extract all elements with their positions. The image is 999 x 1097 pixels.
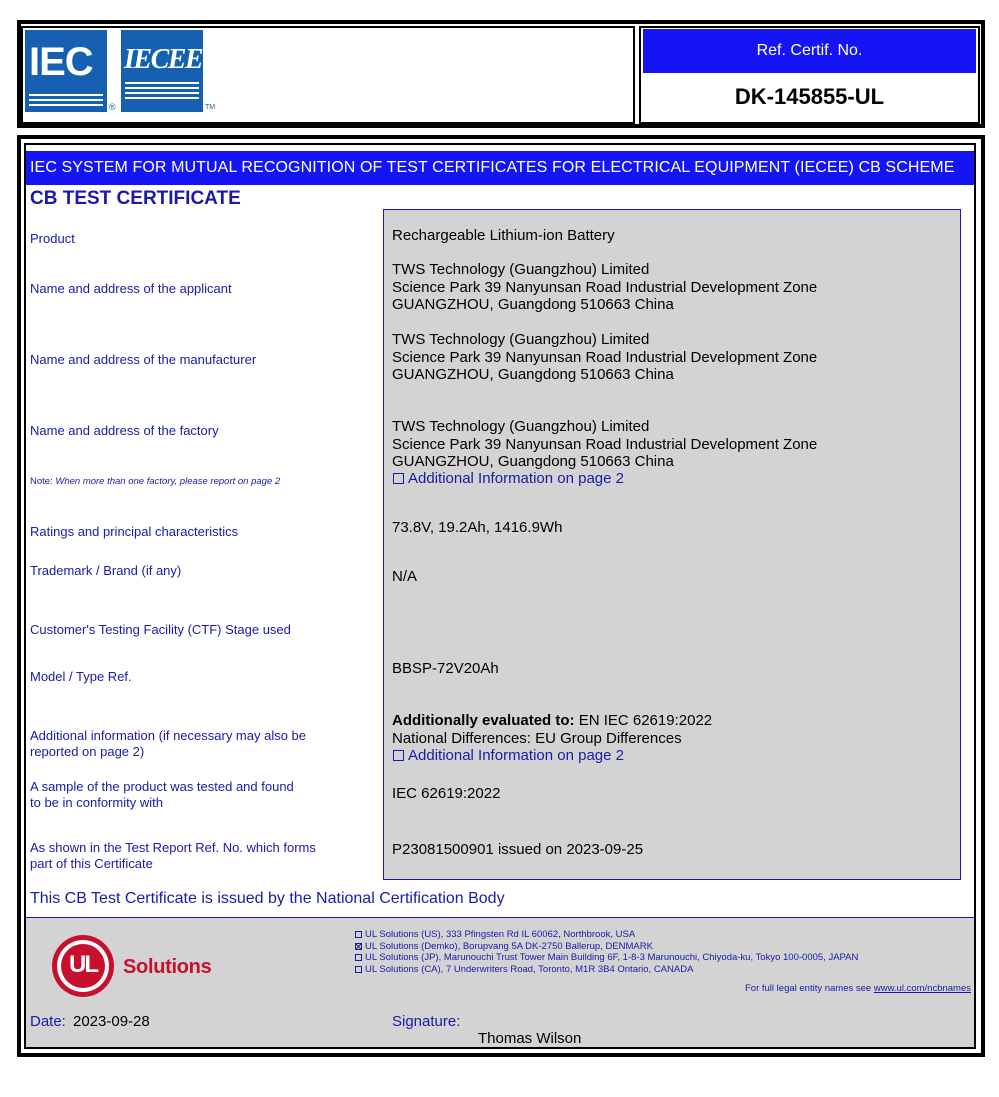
certificate-title: CB TEST CERTIFICATE <box>30 188 241 209</box>
report-label-line: part of this Certificate <box>30 856 153 871</box>
note-prefix: Note: <box>30 476 56 487</box>
checkbox-icon[interactable] <box>393 750 404 761</box>
model-label: Model / Type Ref. <box>30 669 132 684</box>
factory-address <box>392 418 817 471</box>
address-line: TWS Technology (Guangzhou) Limited <box>392 261 650 278</box>
iec-logo <box>25 30 107 112</box>
factory-additional-info[interactable] <box>393 470 624 487</box>
report-label-line: As shown in the Test Report Ref. No. which forms <box>30 840 316 855</box>
ctf-label: Customer's Testing Facility (CTF) Stage used <box>30 622 291 637</box>
ul-entity-item[interactable] <box>355 941 858 953</box>
trademark-value: N/A <box>392 568 418 585</box>
address-line: GUANGZHOU, Guangdong 510663 China <box>392 453 674 470</box>
checkbox-icon[interactable] <box>355 966 362 973</box>
national-differences: National Differences: EU Group Differences <box>392 729 682 747</box>
additional-label-line: reported on page 2) <box>30 744 145 759</box>
ratings-value: 73.8V, 19.2Ah, 1416.9Wh <box>392 519 563 536</box>
ul-entity-item[interactable] <box>355 929 858 941</box>
ul-logo-text: Solutions <box>123 956 212 978</box>
ul-entity-item[interactable] <box>355 964 858 976</box>
note-text: When more than one factory, please report on page 2 <box>55 476 281 487</box>
additional-info-option[interactable] <box>393 747 624 764</box>
ul-entity-text: UL Solutions (Demko), Borupvang 5A DK-2750 Ballerup, DENMARK <box>365 940 653 952</box>
product-label: Product <box>30 231 75 246</box>
report-value: P23081500901 issued on 2023-09-25 <box>392 841 644 858</box>
checkbox-icon[interactable] <box>355 954 362 961</box>
signature-label: Signature: <box>392 1013 461 1030</box>
additional-value <box>392 712 712 747</box>
additional-info-label: Additional Information on page 2 <box>408 470 624 487</box>
address-line: TWS Technology (Guangzhou) Limited <box>392 418 650 435</box>
iecee-logo-text: IECEE <box>124 44 203 75</box>
report-label <box>30 840 316 872</box>
legal-note <box>620 983 971 994</box>
date-value: 2023-09-28 <box>73 1013 150 1030</box>
ul-entity-text: UL Solutions (CA), 7 Underwriters Road, Toronto, M1R 3B4 Ontario, CANADA <box>365 963 694 975</box>
conformity-label-line: to be in conformity with <box>30 795 163 810</box>
factory-label: Name and address of the factory <box>30 423 219 438</box>
additional-label <box>30 728 306 760</box>
date-label: Date: <box>30 1013 66 1030</box>
ref-value: DK-145855-UL <box>734 84 885 109</box>
additional-label-line: Additional information (if necessary may also be <box>30 728 307 743</box>
manufacturer-label: Name and address of the manufacturer <box>30 352 257 367</box>
additional-info-label: Additional Information on page 2 <box>408 747 624 764</box>
address-line: TWS Technology (Guangzhou) Limited <box>392 331 650 348</box>
evaluated-line <box>392 712 712 730</box>
address-line: Science Park 39 Nanyunsan Road Industrial Development Zone <box>392 348 818 366</box>
address-line: GUANGZHOU, Guangdong 510663 China <box>392 296 674 313</box>
applicant-label: Name and address of the applicant <box>30 281 232 296</box>
legal-link[interactable]: www.ul.com/ncbnames <box>873 983 971 994</box>
manufacturer-address <box>392 331 817 384</box>
scheme-title: IEC SYSTEM FOR MUTUAL RECOGNITION OF TEST CERTIFICATES FOR ELECTRICAL EQUIPMENT (IECEE) CB SCHEME <box>26 151 974 185</box>
checked-checkbox-icon[interactable] <box>355 943 362 950</box>
iec-logo-text: IEC <box>29 40 93 84</box>
ul-entity-text: UL Solutions (JP), Marunouchi Trust Tower Main Building 6F, 1-8-3 Marunouchi, Chiyoda-ku, Tokyo 100-0005, JAPAN <box>365 952 859 963</box>
iecee-logo <box>121 30 203 112</box>
ratings-label: Ratings and principal characteristics <box>30 524 239 539</box>
evaluated-label: Additionally evaluated to: <box>392 712 575 729</box>
ref-label: Ref. Certif. No. <box>643 29 976 73</box>
checkbox-icon[interactable] <box>355 931 362 938</box>
address-line: GUANGZHOU, Guangdong 510663 China <box>392 366 674 383</box>
address-line: Science Park 39 Nanyunsan Road Industrial Development Zone <box>392 435 818 453</box>
ul-entity-text: UL Solutions (US), 333 Pfingsten Rd IL 60062, Northbrook, USA <box>365 929 636 940</box>
address-line: Science Park 39 Nanyunsan Road Industrial Development Zone <box>392 278 818 296</box>
product-value: Rechargeable Lithium-ion Battery <box>392 227 615 244</box>
conformity-label-line: A sample of the product was tested and found <box>30 779 294 794</box>
ul-entity-item[interactable] <box>355 952 858 964</box>
ul-entity-list <box>355 929 858 975</box>
tm-mark: TM <box>205 104 216 111</box>
checkbox-icon[interactable] <box>393 473 404 484</box>
legal-prefix: For full legal entity names see <box>745 983 874 994</box>
model-value: BBSP-72V20Ah <box>392 660 499 677</box>
issued-by: This CB Test Certificate is issued by the National Certification Body <box>30 890 505 907</box>
ul-logo-icon <box>52 935 114 997</box>
trademark-label: Trademark / Brand (if any) <box>30 563 182 578</box>
conformity-label <box>30 779 294 811</box>
signature-value: Thomas Wilson <box>478 1030 582 1047</box>
conformity-value: IEC 62619:2022 <box>392 785 501 802</box>
evaluated-value: EN IEC 62619:2022 <box>574 712 713 729</box>
registered-mark: ® <box>109 102 116 112</box>
ul-logo-mark: UL <box>69 951 97 978</box>
applicant-address <box>392 261 817 314</box>
factory-note <box>30 476 280 487</box>
